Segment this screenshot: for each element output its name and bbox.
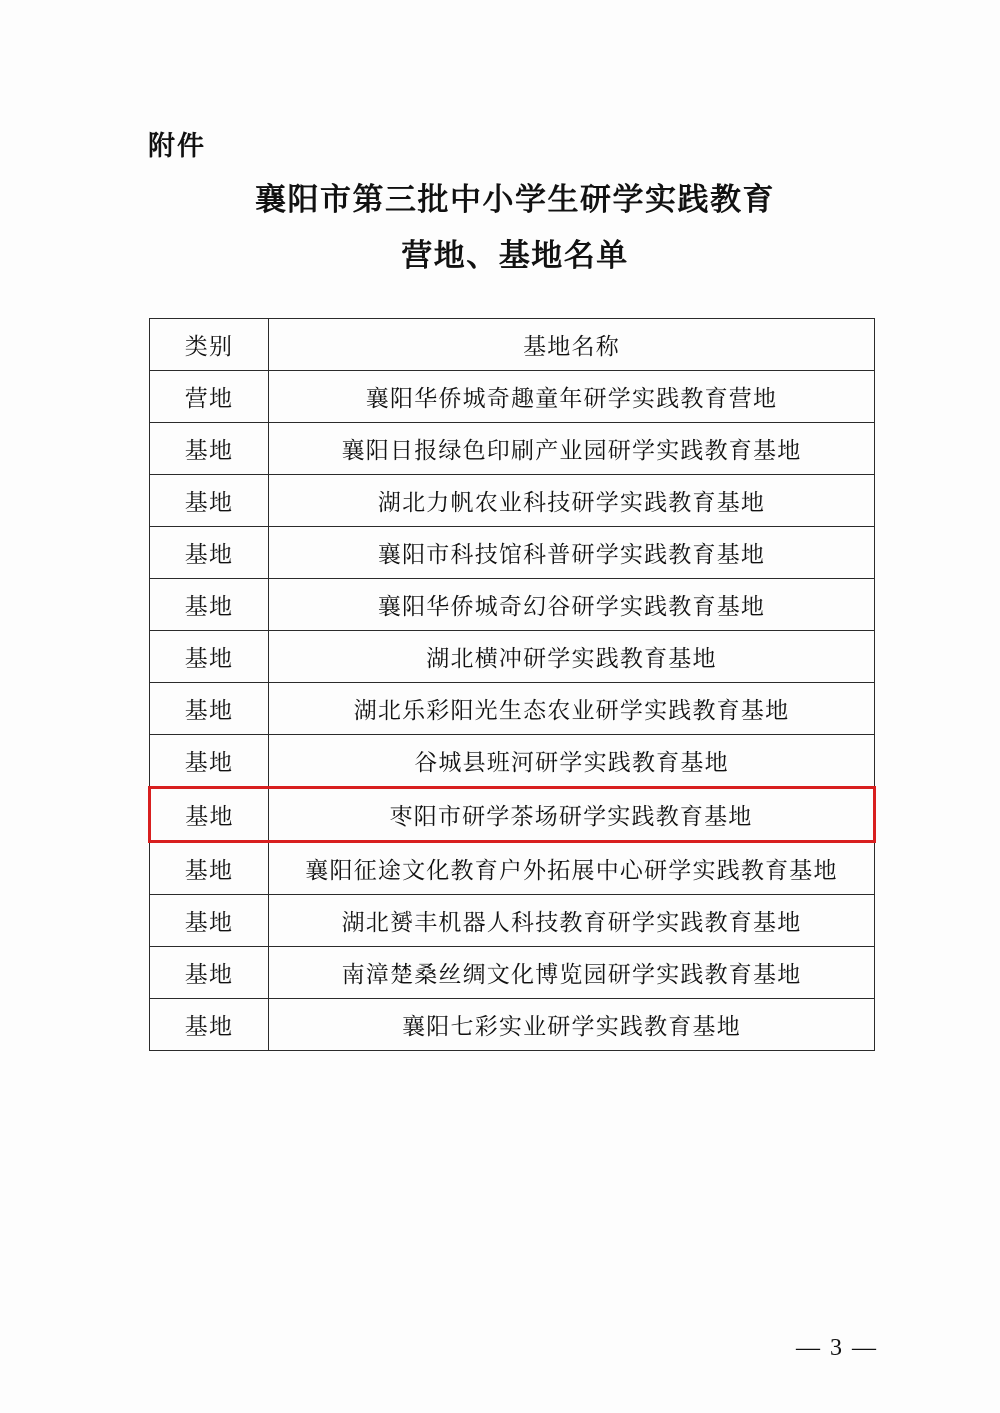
table-row <box>150 683 875 735</box>
page-number: — 3 — <box>796 1335 878 1361</box>
cell-name: 谷城县班河研学实践教育基地 <box>269 735 875 788</box>
table-row <box>150 735 875 788</box>
table-row <box>150 371 875 423</box>
cell-category: 基地 <box>150 788 269 842</box>
cell-category: 基地 <box>150 475 269 527</box>
table-row <box>150 842 875 895</box>
cell-name: 湖北横冲研学实践教育基地 <box>269 631 875 683</box>
table-row <box>150 947 875 999</box>
cell-name: 襄阳华侨城奇幻谷研学实践教育基地 <box>269 579 875 631</box>
cell-category: 基地 <box>150 423 269 475</box>
cell-category: 营地 <box>150 371 269 423</box>
table-row <box>150 527 875 579</box>
cell-category: 基地 <box>150 683 269 735</box>
cell-category: 基地 <box>150 895 269 947</box>
cell-category: 基地 <box>150 579 269 631</box>
cell-category: 基地 <box>150 631 269 683</box>
cell-name: 襄阳日报绿色印刷产业园研学实践教育基地 <box>269 423 875 475</box>
page-title-line-2: 营地、基地名单 <box>401 238 629 273</box>
table-row <box>150 895 875 947</box>
attachment-label: 附件 <box>148 131 206 161</box>
bases-table <box>148 318 876 1051</box>
table-header-row <box>150 319 875 371</box>
table-row <box>150 579 875 631</box>
page-title-line-1: 襄阳市第三批中小学生研学实践教育 <box>255 182 775 217</box>
cell-name: 襄阳征途文化教育户外拓展中心研学实践教育基地 <box>269 842 875 895</box>
page-title <box>150 172 880 284</box>
cell-category: 基地 <box>150 527 269 579</box>
table-row <box>150 999 875 1051</box>
column-header-name: 基地名称 <box>269 319 875 371</box>
cell-name: 襄阳七彩实业研学实践教育基地 <box>269 999 875 1051</box>
cell-name: 南漳楚桑丝绸文化博览园研学实践教育基地 <box>269 947 875 999</box>
cell-category: 基地 <box>150 735 269 788</box>
cell-name: 湖北赟丰机器人科技教育研学实践教育基地 <box>269 895 875 947</box>
table-body <box>150 319 875 1051</box>
table-row <box>150 475 875 527</box>
cell-category: 基地 <box>150 842 269 895</box>
table-row <box>150 631 875 683</box>
cell-category: 基地 <box>150 999 269 1051</box>
cell-category: 基地 <box>150 947 269 999</box>
cell-name: 枣阳市研学茶场研学实践教育基地 <box>269 788 875 842</box>
cell-name: 襄阳华侨城奇趣童年研学实践教育营地 <box>269 371 875 423</box>
cell-name: 湖北乐彩阳光生态农业研学实践教育基地 <box>269 683 875 735</box>
cell-name: 湖北力帆农业科技研学实践教育基地 <box>269 475 875 527</box>
table-row-highlighted <box>150 788 875 842</box>
cell-name: 襄阳市科技馆科普研学实践教育基地 <box>269 527 875 579</box>
table-row <box>150 423 875 475</box>
column-header-category: 类别 <box>150 319 269 371</box>
